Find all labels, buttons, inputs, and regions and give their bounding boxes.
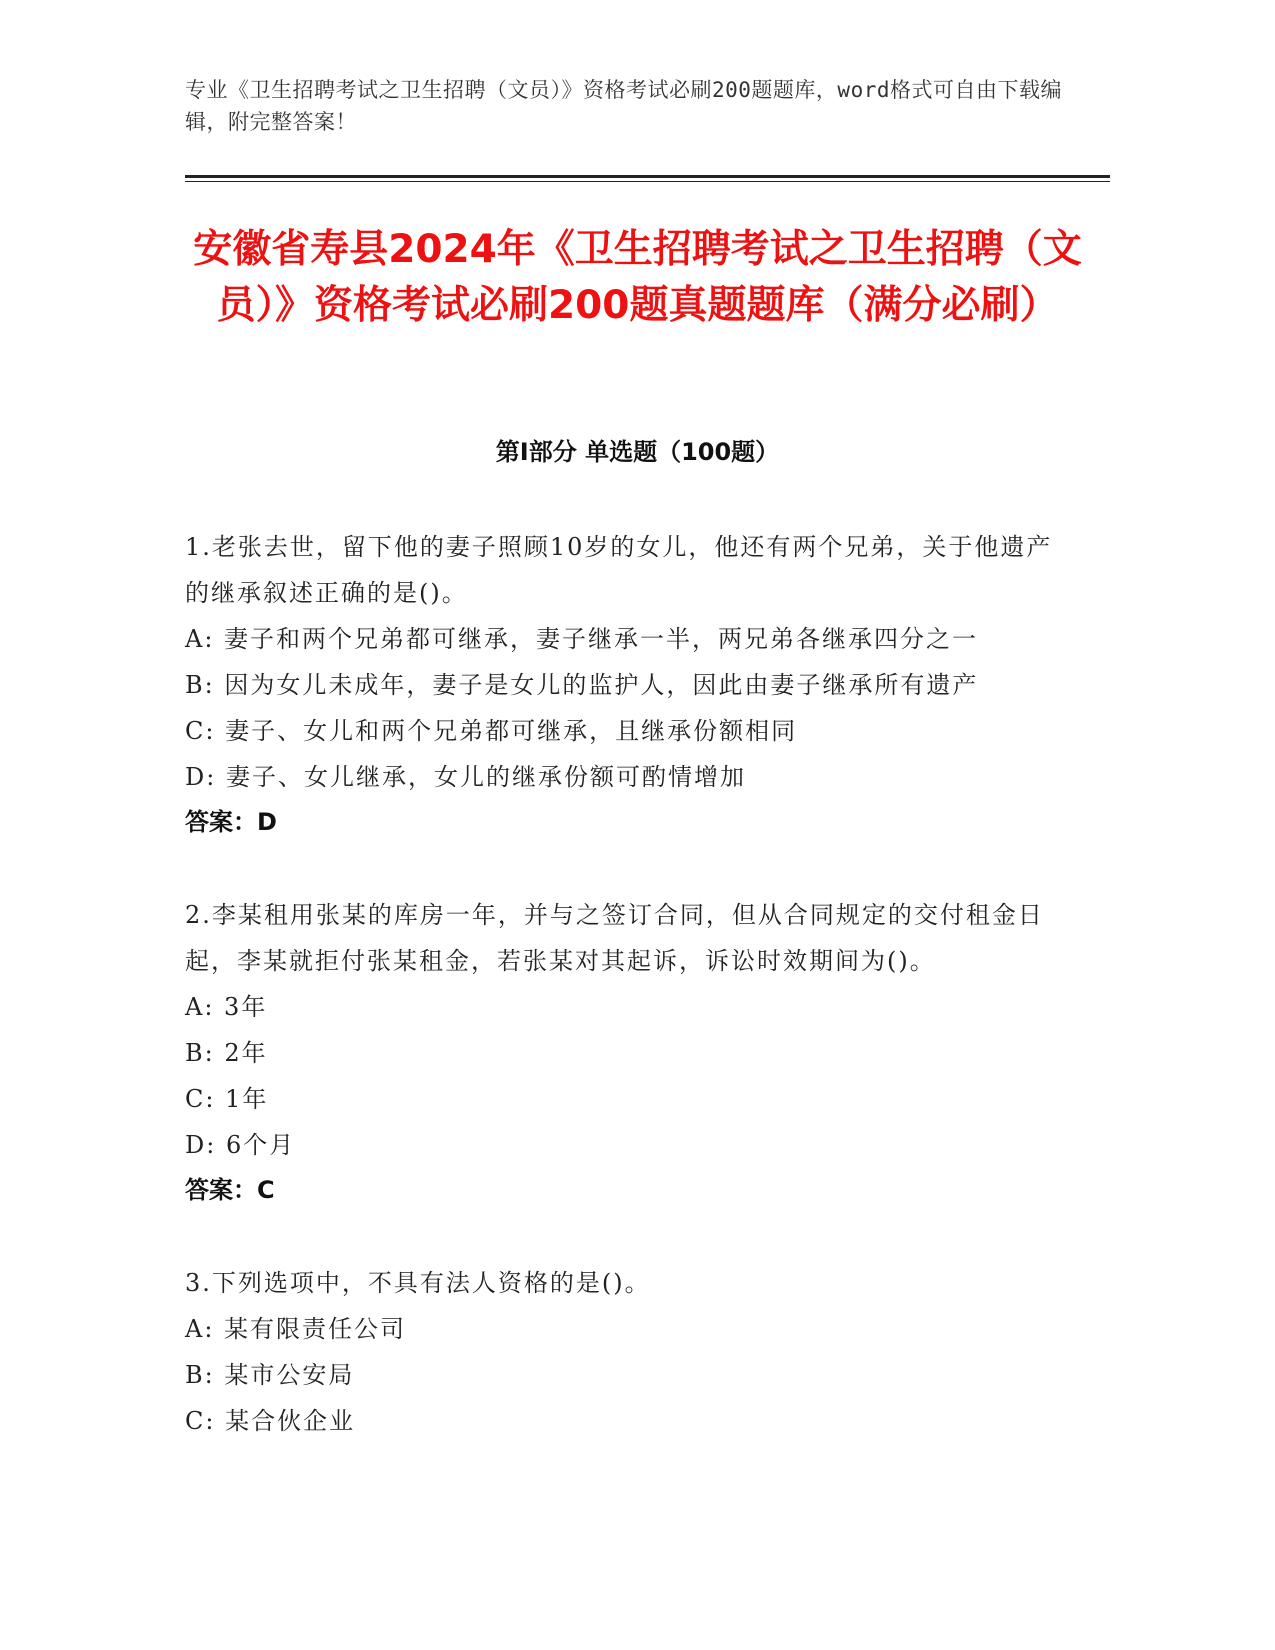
document-title: 安徽省寿县2024年《卫生招聘考试之卫生招聘（文员）》资格考试必刷200题真题题库（满分必刷） (193, 227, 1082, 328)
question-stem: 1.老张去世，留下他的妻子照顾10岁的女儿，他还有两个兄弟，关于他遗产的继承叙述正确的是()。 (185, 533, 1053, 607)
option-d: D: 6个月 (185, 1131, 296, 1159)
option-b: B: 某市公安局 (185, 1361, 355, 1389)
header-note: 专业《卫生招聘考试之卫生招聘（文员）》资格考试必刷200题题库，word格式可自由下载编辑，附完整答案！ (185, 78, 1062, 134)
header-divider-thick (185, 175, 1110, 178)
option-a: A: 3年 (185, 993, 268, 1021)
question-list (185, 524, 1065, 1492)
question-stem: 2.李某租用张某的库房一年，并与之签订合同，但从合同规定的交付租金日起，李某就拒付张某租金，若张某对其起诉，诉讼时效期间为()。 (185, 901, 1044, 975)
header-divider-thin (185, 181, 1110, 182)
option-b: B: 2年 (185, 1039, 268, 1067)
option-c: C: 1年 (185, 1085, 269, 1113)
question-stem: 3.下列选项中，不具有法人资格的是()。 (185, 1269, 651, 1297)
question-1 (185, 524, 1065, 844)
option-c: C: 某合伙企业 (185, 1407, 356, 1435)
option-a: A: 妻子和两个兄弟都可继承，妻子继承一半，两兄弟各继承四分之一 (185, 625, 979, 653)
option-c: C: 妻子、女儿和两个兄弟都可继承，且继承份额相同 (185, 717, 798, 745)
option-b: B: 因为女儿未成年，妻子是女儿的监护人，因此由妻子继承所有遗产 (185, 671, 979, 699)
option-a: A: 某有限责任公司 (185, 1315, 407, 1343)
question-2 (185, 892, 1065, 1212)
section-heading: 第I部分 单选题（100题） (495, 438, 780, 466)
answer-line: 答案：C (185, 1176, 275, 1204)
question-3 (185, 1260, 1065, 1444)
option-d: D: 妻子、女儿继承，女儿的继承份额可酌情增加 (185, 763, 746, 791)
answer-line: 答案：D (185, 808, 277, 836)
